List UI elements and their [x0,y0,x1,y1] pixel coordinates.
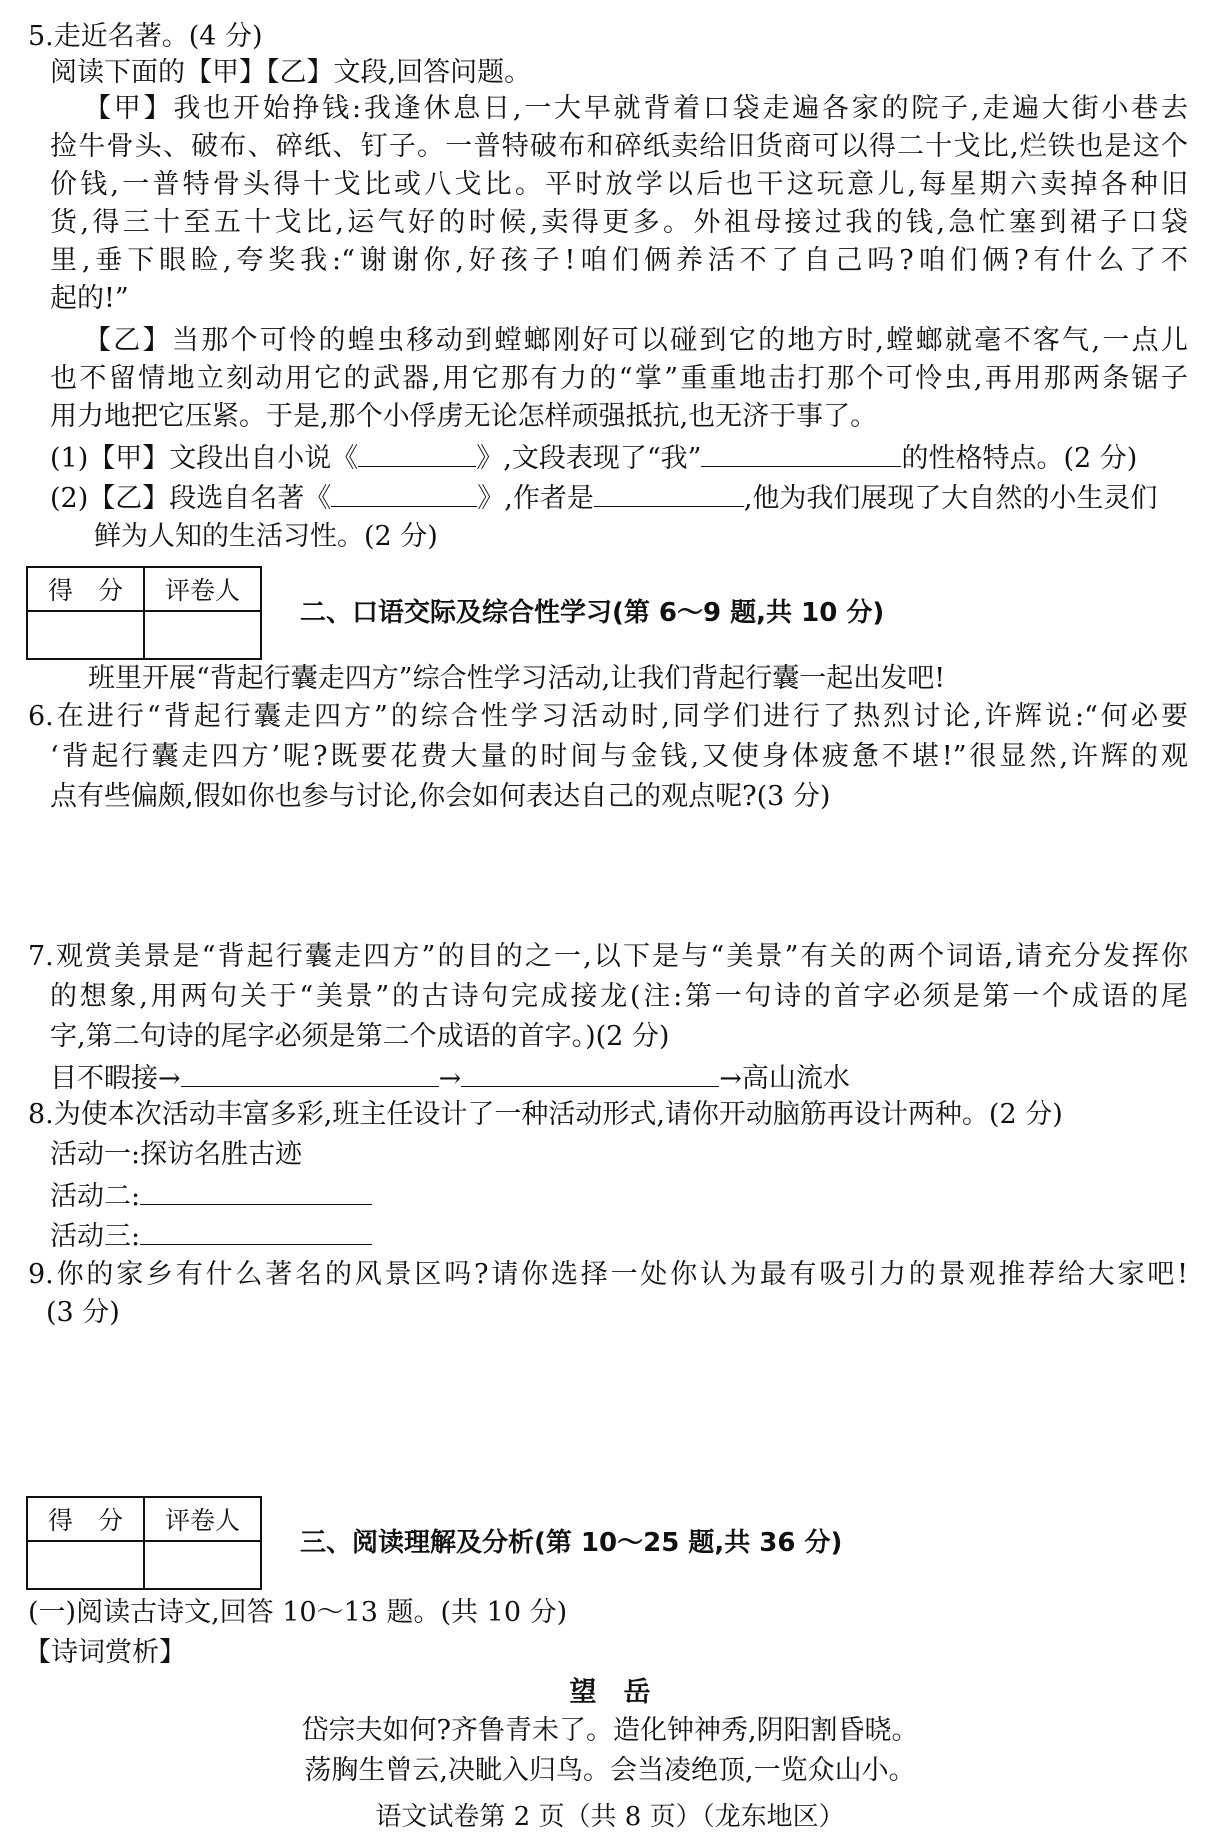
novel-title-blank[interactable] [358,440,476,467]
q7-line: 7.观赏美景是“背起行囊走四方”的目的之一,以下是与“美景”有关的两个词语,请充分发挥你 [28,941,1188,972]
q7-chain [50,1060,850,1096]
section-3-part-1: (一)阅读古诗文,回答 10～13 题。(共 10 分) [28,1597,568,1628]
q5-jia-line: 【甲】我也开始挣钱:我逢休息日,一大早就背着口袋走遍各家的院子,走遍大街小巷去 [84,93,1188,124]
author-blank[interactable] [594,480,744,507]
q5-sub2-c: ,他为我们展现了大自然的小生灵们 [743,483,1158,514]
character-trait-blank[interactable] [701,440,901,467]
q7-line: 字,第二句诗的尾字必须是第二个成语的首字。)(2 分) [50,1021,670,1052]
q5-sub2-cont: 鲜为人知的生活习性。(2 分) [94,521,438,552]
section-3-title: 三、阅读理解及分析(第 10～25 题,共 36 分) [300,1528,843,1558]
poetry-label: 【诗词赏析】 [24,1637,186,1668]
score-cell[interactable] [27,611,144,659]
q5-sub1-b: 》,文段表现了“我” [476,443,702,474]
grader-header: 评卷人 [144,567,261,611]
q6-line: ‘背起行囊走四方’呢?既要花费大量的时间与金钱,又使身体疲惫不堪!”很显然,许辉的观 [50,741,1188,772]
score-cell[interactable] [27,1541,144,1589]
q8-activity-2 [50,1178,372,1214]
q5-sub1 [50,440,1137,476]
poem-title: 望 岳 [569,1677,651,1708]
score-table [26,566,262,660]
q5-jia-line: 价钱,一普特骨头得十戈比或八戈比。平时放学以后也干这玩意儿,每星期六卖掉各种旧 [50,169,1188,200]
arrow-icon: → [158,1063,181,1094]
q6-line: 6.在进行“背起行囊走四方”的综合性学习活动时,同学们进行了热烈讨论,许辉说:“何必要 [28,701,1188,732]
q7-line: 的想象,用两句关于“美景”的古诗句完成接龙(注:第一句诗的首字必须是第一个成语的尾 [50,981,1188,1012]
q5-intro: 阅读下面的【甲】【乙】文段,回答问题。 [50,57,532,88]
activity-3-blank[interactable] [140,1218,372,1245]
q5-sub2 [50,480,1157,516]
q8-activity-3 [50,1218,372,1254]
q5-jia-line: 起的!” [50,283,129,314]
q9-answer-area[interactable] [50,1336,1188,1486]
activity-2-blank[interactable] [140,1178,372,1205]
q5-sub1-c: 的性格特点。(2 分) [901,443,1138,474]
section-2-title: 二、口语交际及综合性学习(第 6～9 题,共 10 分) [300,598,885,628]
poem-line-1-blank[interactable] [181,1060,439,1087]
activity-3-label: 活动三: [50,1221,141,1252]
q6-answer-area[interactable] [50,820,1188,930]
q5-yi-line: 也不留情地立刻动用它的武器,用它那有力的“掌”重重地击打那个可怜虫,再用那两条锯子 [50,363,1188,394]
q8-activity-1: 活动一:探访名胜古迹 [50,1139,303,1170]
score-header: 得 分 [27,1497,144,1541]
q5-jia-line: 捡牛骨头、破布、碎纸、钉子。一普特破布和碎纸卖给旧货商可以得二十戈比,烂铁也是这个 [50,131,1188,162]
q5-jia-line: 货,得三十至五十戈比,运气好的时候,卖得更多。外祖母接过我的钱,急忙塞到裙子口袋 [50,207,1188,238]
q9-line: 9.你的家乡有什么著名的风景区吗?请你选择一处你认为最有吸引力的景观推荐给大家吧! [28,1259,1188,1290]
chain-start-idiom: 目不暇接 [50,1063,158,1094]
grader-cell[interactable] [144,1541,261,1589]
grader-cell[interactable] [144,611,261,659]
q6-line: 点有些偏颇,假如你也参与讨论,你会如何表达自己的观点呢?(3 分) [50,781,831,812]
q5-yi-line: 【乙】当那个可怜的蝗虫移动到螳螂刚好可以碰到它的地方时,螳螂就毫不客气,一点儿 [84,325,1188,356]
chain-end-idiom: 高山流水 [741,1063,850,1094]
score-header: 得 分 [27,567,144,611]
poem-line: 岱宗夫如何?齐鲁青未了。造化钟神秀,阴阳割昏晓。 [301,1715,919,1746]
q8-title: 8.为使本次活动丰富多彩,班主任设计了一种活动形式,请你开动脑筋再设计两种。(2 分) [28,1099,1063,1130]
arrow-icon: → [438,1063,462,1094]
q5-title: 5.走近名著。(4 分) [28,21,263,52]
book-title-blank[interactable] [331,480,477,507]
arrow-icon: → [719,1063,742,1094]
q5-sub2-b: 》,作者是 [477,483,594,514]
q5-jia-line: 里,垂下眼睑,夸奖我:“谢谢你,好孩子!咱们俩养活不了自己吗?咱们俩?有什么了不 [50,245,1188,276]
grader-header: 评卷人 [144,1497,261,1541]
score-table [26,1496,262,1590]
page-footer: 语文试卷第 2 页（共 8 页）（龙东地区） [375,1802,845,1832]
section-2-intro: 班里开展“背起行囊走四方”综合性学习活动,让我们背起行囊一起出发吧! [88,663,946,694]
poem-line-2-blank[interactable] [461,1060,719,1087]
q5-sub1-a: (1)【甲】文段出自小说《 [50,443,359,474]
q5-sub2-a: (2)【乙】段选自名著《 [50,483,332,514]
activity-2-label: 活动二: [50,1181,141,1212]
q9-line: (3 分) [46,1297,120,1328]
q5-yi-line: 用力地把它压紧。于是,那个小俘虏无论怎样顽强抵抗,也无济于事了。 [50,401,878,432]
poem-line: 荡胸生曾云,决眦入归鸟。会当凌绝顶,一览众山小。 [304,1755,916,1786]
